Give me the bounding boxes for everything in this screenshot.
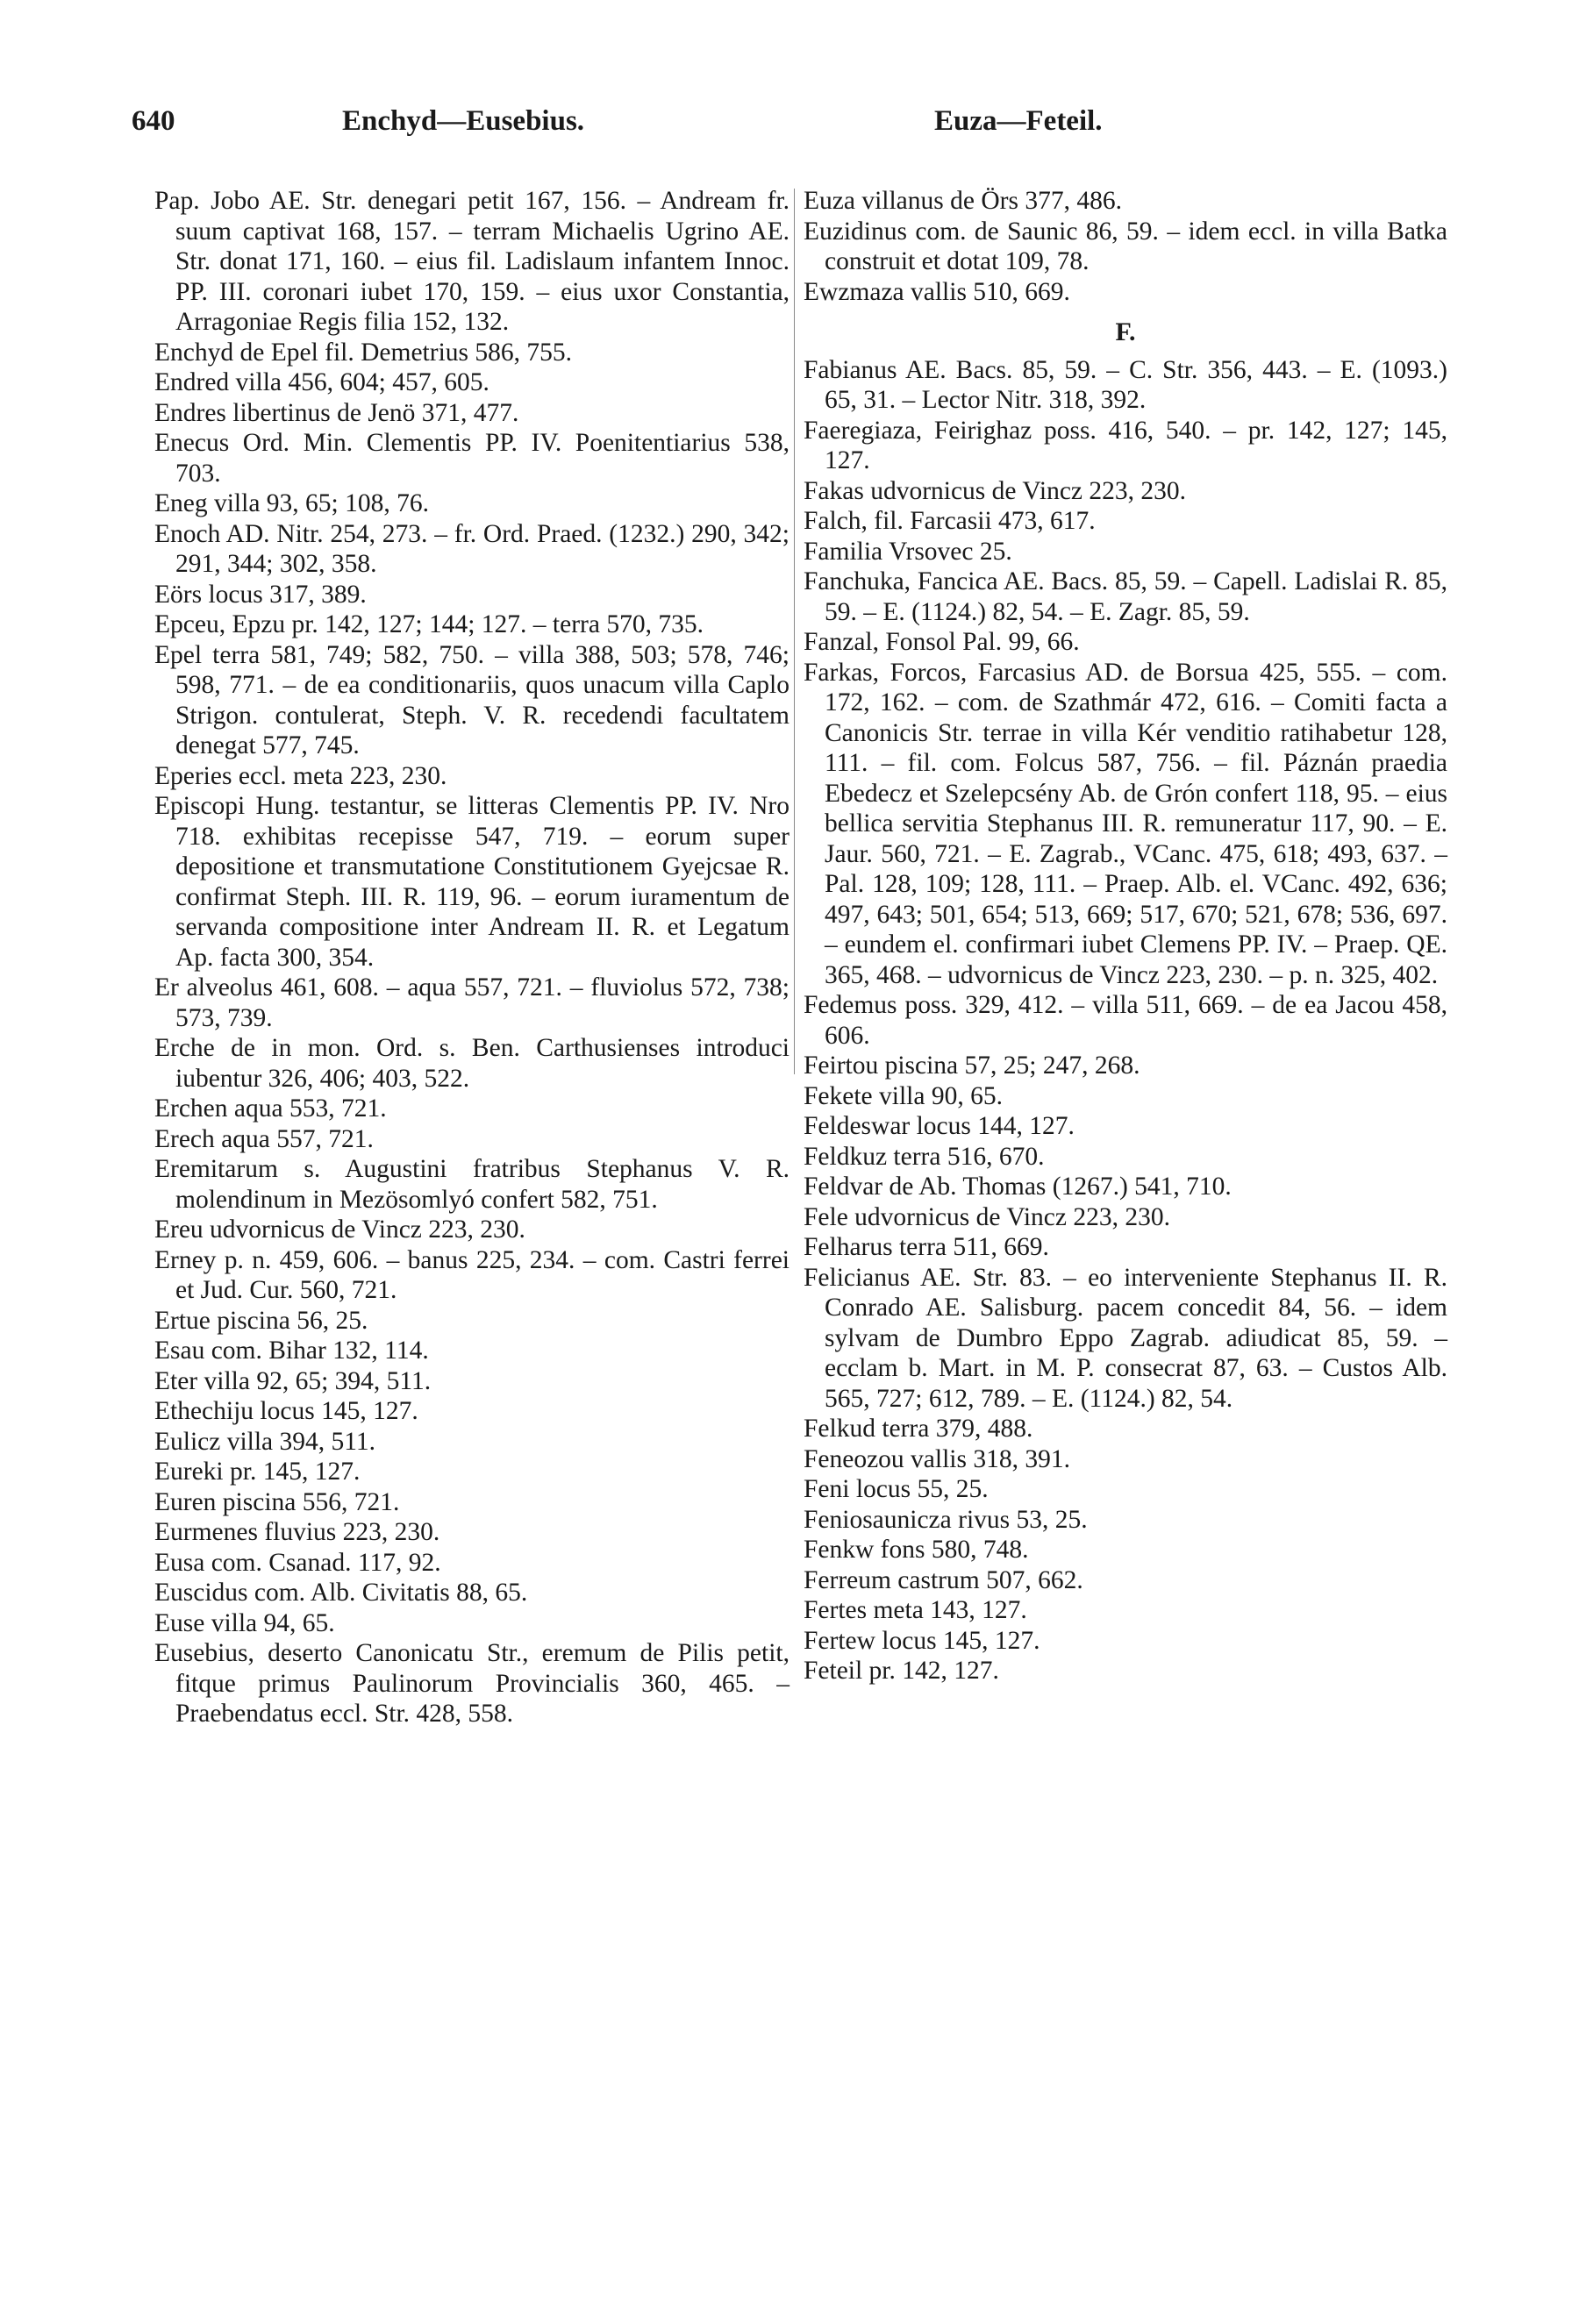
index-entry: Fele udvornicus de Vincz 223, 230. (804, 1202, 1170, 1231)
index-entry: Euscidus com. Alb. Civitatis 88, 65. (154, 1579, 528, 1607)
index-entry: Eusebius, deserto Canonicatu Str., eremum de Pilis petit, fitque primus Paulinorum Provincialis 360, 465. – Praebendatus eccl. Str. 428, 558. (154, 1639, 790, 1728)
index-entry: Enchyd de Epel fil. Demetrius 586, 755. (154, 338, 572, 367)
index-entry: Eulicz villa 394, 511. (154, 1427, 376, 1456)
index-entry: Fanzal, Fonsol Pal. 99, 66. (804, 628, 1080, 656)
index-entry: Feneozou vallis 318, 391. (804, 1444, 1070, 1473)
index-entry: Ferreum castrum 507, 662. (804, 1565, 1083, 1594)
index-entry: Fakas udvornicus de Vincz 223, 230. (804, 476, 1187, 505)
index-entry: Endred villa 456, 604; 457, 605. (154, 368, 489, 396)
index-entry: Eneg villa 93, 65; 108, 76. (154, 489, 429, 517)
index-entry: Enoch AD. Nitr. 254, 273. – fr. Ord. Praed. (1232.) 290, 342; 291, 344; 302, 358. (154, 519, 790, 578)
index-entry: Eter villa 92, 65; 394, 511. (154, 1366, 432, 1395)
right-column-e-entries (804, 186, 1447, 307)
index-entry: Felkud terra 379, 488. (804, 1415, 1033, 1443)
index-entry: Fekete villa 90, 65. (804, 1081, 1003, 1110)
index-entry: Fertes meta 143, 127. (804, 1596, 1027, 1624)
index-entry: Epceu, Epzu pr. 142, 127; 144; 127. – terra 570, 735. (154, 610, 704, 638)
index-entry: Euzidinus com. de Saunic 86, 59. – idem eccl. in villa Batka construit et dotat 109, 78. (804, 217, 1447, 275)
index-entry: Farkas, Forcos, Farcasius AD. de Borsua 425, 555. – com. 172, 162. – com. de Szathmár 472, 616. – Comiti facta a Canonicis Str. terrae in villa Kér venditio ratihabetur 128, 111. – fil. com. Folcus 587, 756. – fil. Páznán praedia Ebedecz et Szelepcsény Ab. de Grón confert 118, 95. – eius bellica servitia Stephanus III. R. remuneratur 117, 90. – E. Jaur. 560, 721. – E. Zagrab., VCanc. 475, 618; 493, 637. – Pal. 128, 109; 128, 111. – Praep. Alb. el. VCanc. 492, 636; 497, 643; 501, 654; 513, 669; 517, 670; 521, 678; 536, 697. – eundem el. confirmari iubet Clemens PP. IV. – Praep. QE. 365, 468. – udvornicus de Vincz 223, 230. – p. n. 325, 402. (804, 658, 1447, 989)
index-entry: Eusa com. Csanad. 117, 92. (154, 1548, 441, 1577)
index-entry: Eureki pr. 145, 127. (154, 1458, 361, 1486)
running-header (132, 105, 1447, 158)
index-entry: Felharus terra 511, 669. (804, 1233, 1049, 1261)
index-entry: Fenkw fons 580, 748. (804, 1536, 1029, 1564)
index-entry: Eörs locus 317, 389. (154, 580, 367, 609)
section-letter-heading: F. (1115, 317, 1136, 346)
index-entry: Faeregiaza, Feirighaz poss. 416, 540. – pr. 142, 127; 145, 127. (804, 416, 1447, 474)
index-entry: Euren piscina 556, 721. (154, 1487, 400, 1516)
index-entry: Euse villa 94, 65. (154, 1608, 335, 1637)
index-entry: Falch, fil. Farcasii 473, 617. (804, 507, 1096, 535)
left-index-column (154, 186, 790, 1729)
index-entry: Feldkuz terra 516, 670. (804, 1142, 1045, 1171)
index-entry: Feniosaunicza rivus 53, 25. (804, 1505, 1088, 1534)
index-entry: Esau com. Bihar 132, 114. (154, 1337, 429, 1365)
index-entry: Feirtou piscina 57, 25; 247, 268. (804, 1052, 1140, 1080)
index-entry: Erney p. n. 459, 606. – banus 225, 234. – com. Castri ferrei et Jud. Cur. 560, 721. (154, 1245, 790, 1304)
right-running-head: Euza—Feteil. (934, 105, 1103, 137)
index-entry: Pap. Jobo AE. Str. denegari petit 167, 156. – Andream fr. suum captivat 168, 157. – terram Michaelis Ugrino AE. Str. donat 171, 160. – eius fil. Ladislaum infantem Innoc. PP. III. coronari iubet 170, 159. – eius uxor Constantia, Arragoniae Regis filia 152, 132. (154, 187, 790, 336)
index-entry: Eurmenes fluvius 223, 230. (154, 1518, 440, 1546)
page-number: 640 (132, 105, 175, 137)
left-running-head: Enchyd—Eusebius. (342, 105, 585, 137)
index-entry: Feni locus 55, 25. (804, 1475, 989, 1503)
column-divider (794, 189, 795, 1074)
index-entry: Felicianus AE. Str. 83. – eo interveniente Stephanus II. R. Conrado AE. Salisburg. pacem concedit 84, 56. – idem sylvam de Dumbro Eppo Zagrab. adiudicat 85, 59. – ecclam b. Mart. in M. P. consecrat 87, 63. – Custos Alb. 565, 727; 612, 789. – E. (1124.) 82, 54. (804, 1263, 1447, 1413)
index-entry: Erche de in mon. Ord. s. Ben. Carthusienses introduci iubentur 326, 406; 403, 522. (154, 1034, 790, 1093)
index-entry: Erchen aqua 553, 721. (154, 1094, 387, 1123)
index-entry: Ethechiju locus 145, 127. (154, 1397, 418, 1425)
index-entry: Eperies eccl. meta 223, 230. (154, 761, 447, 790)
index-entry: Erech aqua 557, 721. (154, 1124, 374, 1153)
index-entry: Fabianus AE. Bacs. 85, 59. – C. Str. 356, 443. – E. (1093.) 65, 31. – Lector Nitr. 318, 392. (804, 355, 1447, 414)
index-entry: Fanchuka, Fancica AE. Bacs. 85, 59. – Capell. Ladislai R. 85, 59. – E. (1124.) 82, 54. – E. Zagr. 85, 59. (804, 567, 1447, 626)
index-entry: Feldeswar locus 144, 127. (804, 1112, 1075, 1140)
index-entry: Enecus Ord. Min. Clementis PP. IV. Poenitentiarius 538, 703. (154, 429, 790, 488)
index-entry: Feldvar de Ab. Thomas (1267.) 541, 710. (804, 1173, 1232, 1201)
index-entry: Endres libertinus de Jenö 371, 477. (154, 398, 519, 427)
index-entry: Fertew locus 145, 127. (804, 1626, 1040, 1655)
index-entry: Er alveolus 461, 608. – aqua 557, 721. – fluviolus 572, 738; 573, 739. (154, 973, 790, 1032)
index-entry: Ertue piscina 56, 25. (154, 1306, 368, 1335)
right-column-f-entries (804, 355, 1447, 1686)
index-entry: Ewzmaza vallis 510, 669. (804, 277, 1070, 306)
index-entry: Euza villanus de Örs 377, 486. (804, 187, 1122, 215)
index-entry: Familia Vrsovec 25. (804, 537, 1012, 566)
index-entry: Feteil pr. 142, 127. (804, 1657, 999, 1685)
index-entry: Epel terra 581, 749; 582, 750. – villa 388, 503; 578, 746; 598, 771. – de ea conditionariis, quos unacum villa Caplo Strigon. contulerat, Steph. V. R. recedendi facultatem denegat 577, 745. (154, 640, 790, 759)
index-entry: Episcopi Hung. testantur, se litteras Clementis PP. IV. Nro 718. exhibitas recepisse 547, 719. – eorum super depositione et transmutatione Constitutionem Gyejcsae R. confirmat Steph. III. R. 119, 96. – eorum iuramentum de servanda compositione inter Andream II. R. et Legatum Ap. facta 300, 354. (154, 792, 790, 972)
right-index-column (804, 186, 1447, 1686)
index-entry: Fedemus poss. 329, 412. – villa 511, 669. – de ea Jacou 458, 606. (804, 991, 1447, 1050)
index-entry: Ereu udvornicus de Vincz 223, 230. (154, 1215, 525, 1244)
index-entry: Eremitarum s. Augustini fratribus Stephanus V. R. molendinum in Mezösomlyó confert 582, 751. (154, 1155, 790, 1214)
